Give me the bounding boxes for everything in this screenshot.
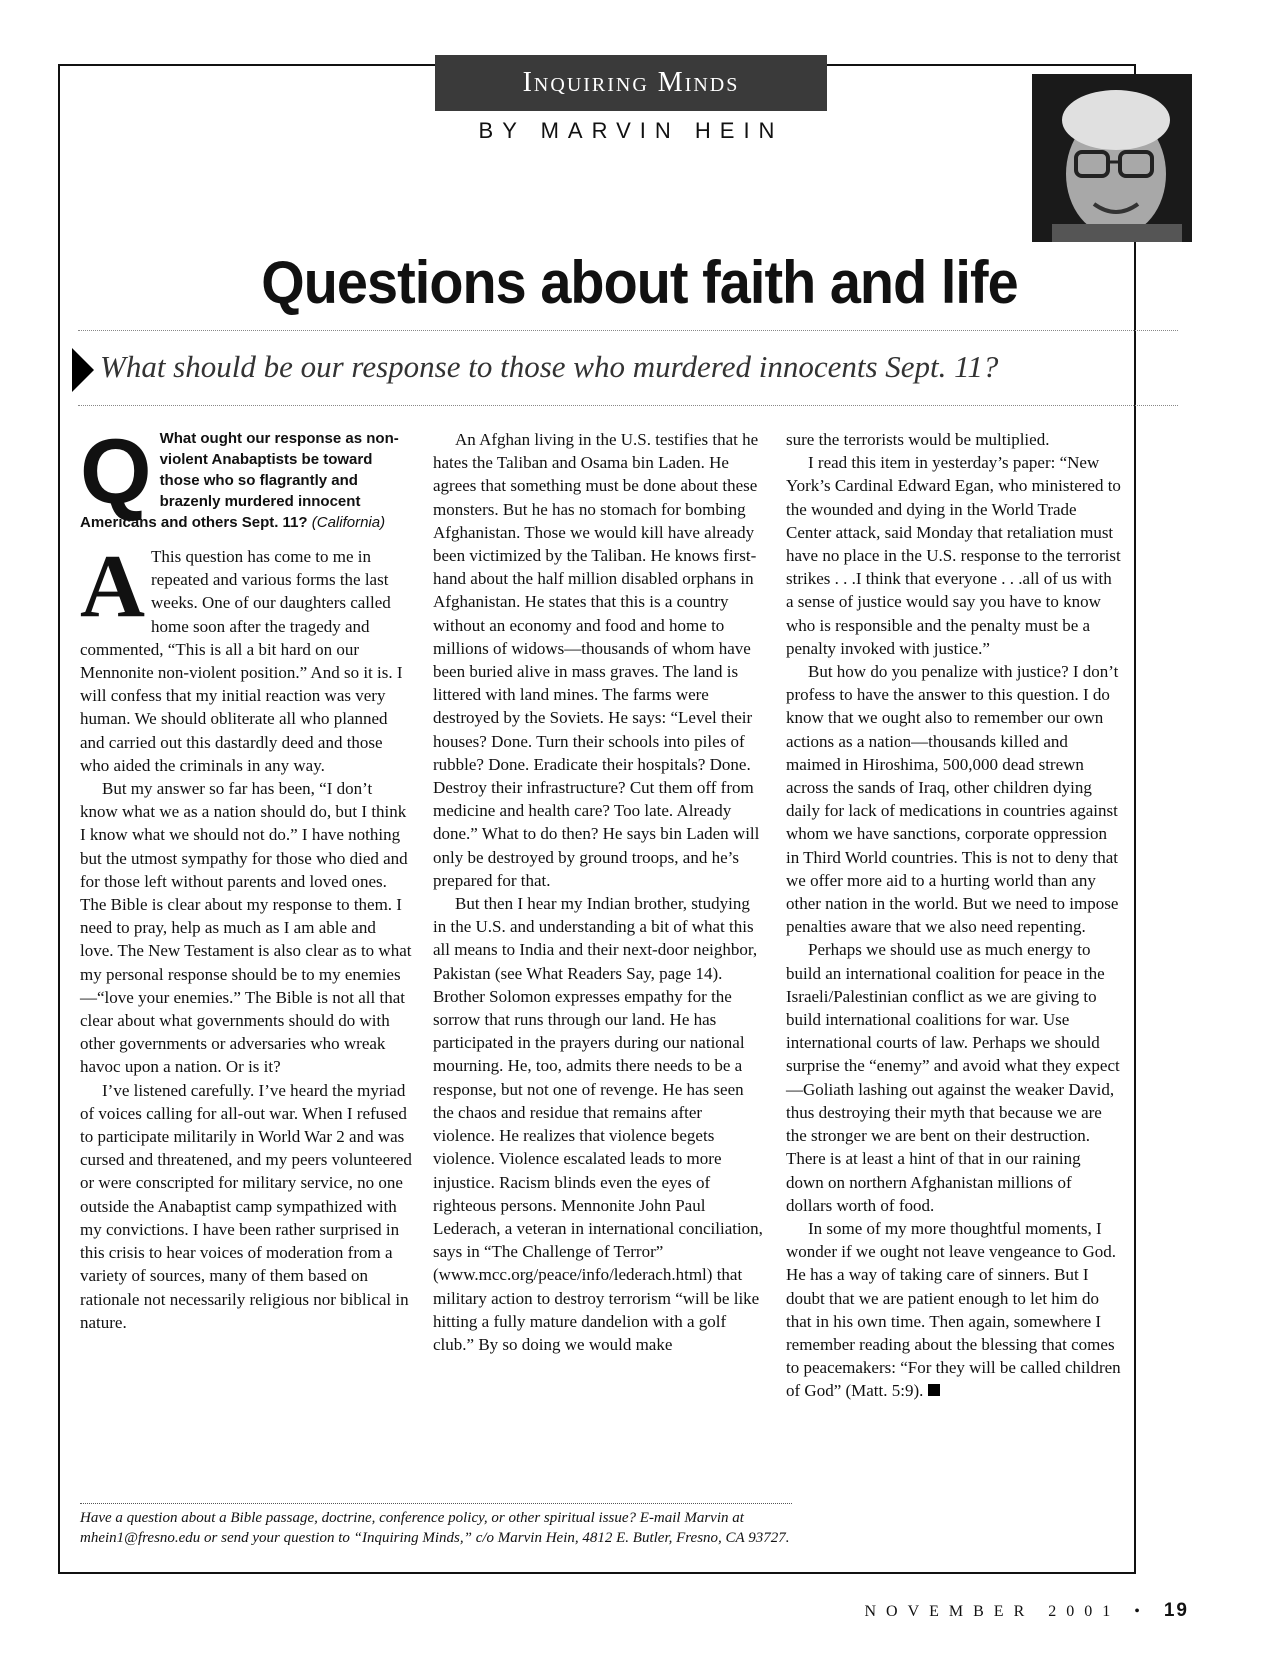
paragraph: An Afghan living in the U.S. testifies that he hates the Taliban and Osama bin Laden. He agrees that something must be done about these monsters. But he has no stomach for bombing Afghanistan. Those we would kill have already been victimized by the Taliban. He knows first-hand about the half million disabled orphans in Afghanistan. He states that this is a country without an economy and food and home to millions of widows—thousands of whom have been buried alive in mass graves. The land is littered with land mines. The farms were destroyed by the Soviets. He says: “Level their houses? Done. Turn their schools into piles of rubble? Done. Eradicate their hospitals? Done. Destroy their infrastructure? Cut them off from medicine and health care? Too late. Already done.” What to do then? He says bin Laden will only be destroyed by ground troops, and he’s prepared for that. (433, 430, 760, 890)
end-mark-icon (928, 1384, 940, 1396)
author-photo (1032, 74, 1192, 242)
paragraph: But how do you penalize with justice? I don’t profess to have the answer to this question. I do know that we ought also to remember our own actions as a nation—thousands killed and maimed in Hiroshima, 500,000 dead strewn across the sands of Iraq, other children dying daily for lack of medications in countries against whom we have sanctions, corporate oppression in Third World countries. This is not to deny that we offer more aid to a hurting world than any other nation in the world. But we need to impose penalties aware that we also need repenting. (786, 662, 1119, 937)
bullet: • (1134, 1603, 1150, 1620)
question-location: (California) (311, 514, 386, 531)
rule-top (78, 330, 1178, 331)
answer-paragraph (80, 537, 413, 777)
issue-date: NOVEMBER 2001 (864, 1603, 1121, 1620)
column-3 (786, 428, 1121, 1403)
reader-question (80, 421, 413, 533)
footer-note: Have a question about a Bible passage, doctrine, conference policy, or other spiritual issue? E-mail Marvin at mhein1@fresno.edu or send your question to “Inquiring Minds,” c/o Marvin Hein, 4812 E. Butler, Fresno, CA 93727. (80, 1510, 790, 1546)
footer-rule (80, 1503, 792, 1504)
paragraph (786, 1217, 1121, 1403)
drop-cap-q: Q (80, 421, 152, 523)
drop-cap-a: A (80, 537, 145, 636)
question-text: What ought our response as non-violent Anabaptists be toward those who so flagrantly and brazenly murdered innocent Americans and others Sept. 11? (80, 430, 399, 531)
triangle-icon (72, 348, 94, 392)
rule-bottom (78, 405, 1178, 406)
column-2 (433, 428, 766, 1356)
headline: Questions about faith and life (261, 249, 1018, 316)
subhead-text: What should be our response to those who murdered innocents Sept. 11? (100, 349, 999, 385)
paragraph: Perhaps we should use as much energy to build an international coalition for peace in the Israeli/Palestinian conflict as we are giving to build international coalitions for war. Use international courts of law. Perhaps we should surprise the “enemy” and avoid what they expect—Goliath lashing out against the weaker David, thus destroying their myth that because we are the stronger we are bent on their destruction. There is at least a hint of that in our raining down on northern Afghanistan millions of dollars worth of food. (786, 940, 1120, 1215)
column-1 (80, 421, 413, 1334)
closing-text: In some of my more thoughtful moments, I wonder if we ought not leave vengeance to God. He has a way of taking care of sinners. But I doubt that we are patient enough to let him do that in his own time. Then again, somewhere I remember reading about the blessing that comes to peacemakers: “For they will be called children of God” (Matt. 5:9). (786, 1218, 1121, 1401)
page-number: 19 (1163, 1600, 1189, 1621)
subhead (72, 348, 1192, 392)
paragraph: sure the terrorists would be multiplied. (786, 430, 1050, 449)
column-header: Inquiring Minds (435, 55, 827, 111)
paragraph: I’ve listened carefully. I’ve heard the myriad of voices calling for all-out war. When I refused to participate militarily in World War 2 and was cursed and threatened, and my peers volunteered or were conscripted for military service, no one outside the Anabaptist camp sympathized with my convictions. I have been rather surprised in this crisis to hear voices of moderation from a variety of sources, many of them based on rationale not necessarily religious nor biblical in nature. (80, 1080, 412, 1332)
byline: BY MARVIN HEIN (478, 118, 784, 143)
answer-text: This question has come to me in repeated and various forms the last weeks. One of our daughters called home soon after the tragedy and commented, “This is all a bit hard on our Mennonite non-violent position.” And so it is. I will confess that my initial reaction was very human. We should obliterate all who planned and carried out this dastardly deed and those who aided the criminals in any way. (80, 547, 403, 775)
paragraph: But then I hear my Indian brother, studying in the U.S. and understanding a bit of what this all means to India and their next-door neighbor, Pakistan (see What Readers Say, page 14). Brother Solomon expresses empathy for the sorrow that runs through our land. He has participated in the prayers during our national mourning. He, too, admits there needs to be a response, but not one of revenge. He has seen the chaos and residue that remains after violence. He realizes that violence begets violence. Violence escalated leads to more injustice. Racism blinds even the eyes of righteous persons. Mennonite John Paul Lederach, a veteran in international conciliation, says in “The Challenge of Terror” (www.mcc.org/peace/info/lederach.html) that military action to destroy terrorism “will be like hitting a fully mature dandelion with a golf club.” By so doing we would make (433, 894, 763, 1354)
paragraph: I read this item in yesterday’s paper: “New York’s Cardinal Edward Egan, who ministered to the wounded and dying in the World Trade Center attack, said Monday that retaliation must have no place in the U.S. response to the terrorist strikes . . .I think that everyone . . .all of us with a sense of justice would say you have to know who is responsible and the penalty must be a penalty invoked with justice.” (786, 453, 1121, 658)
paragraph: But my answer so far has been, “I don’t know what we as a nation should do, but I think I know what we should not do.” I have nothing but the utmost sympathy for those who died and for those left without parents and loved ones. The Bible is clear about my response to them. I need to pray, help as much as I am able and love. The New Testament is also clear as to what my personal response should be to my enemies—“love your enemies.” The Bible is not all that clear about what governments should do with other governments or adversaries who wreak havoc upon a nation. Or is it? (80, 779, 412, 1077)
page-footer (864, 1600, 1189, 1622)
